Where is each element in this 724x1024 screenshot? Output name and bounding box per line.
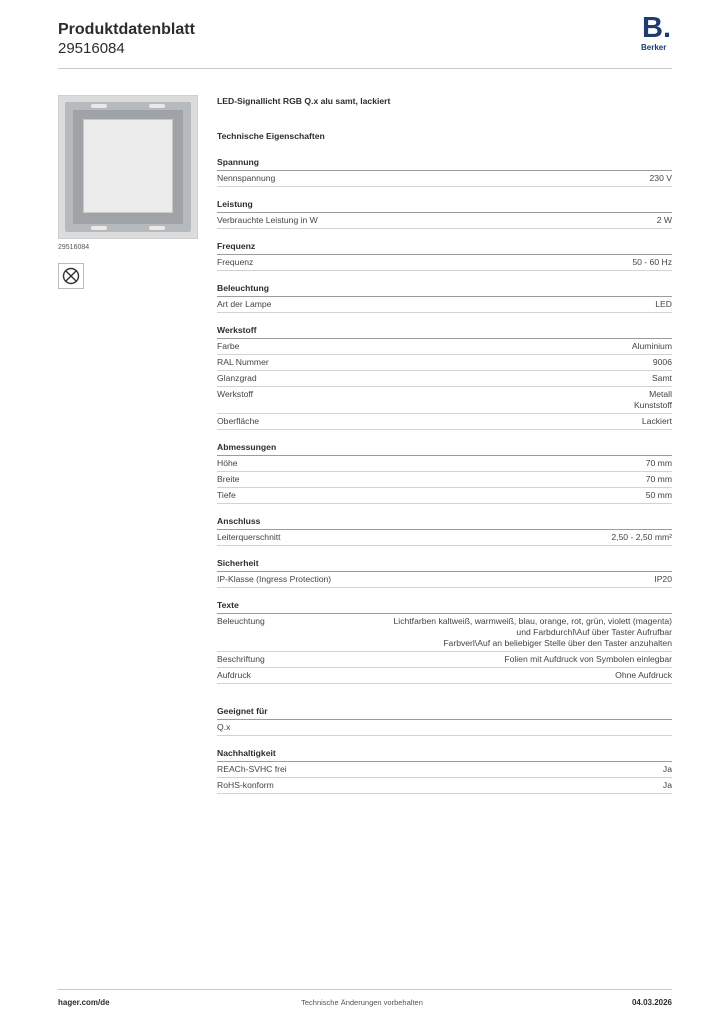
properties-heading: Technische Eigenschaften [217, 131, 325, 141]
property-value: 2 W [656, 215, 672, 225]
property-section [217, 748, 672, 794]
section-title: Sicherheit [217, 558, 672, 572]
property-value: 230 V [649, 173, 672, 183]
property-row [217, 171, 672, 187]
property-value: Ohne Aufdruck [615, 670, 672, 680]
property-value: LED [655, 299, 672, 309]
property-row [217, 456, 672, 472]
property-section [217, 157, 672, 187]
property-label: Aufdruck [217, 670, 251, 680]
property-section [217, 283, 672, 313]
property-row [217, 652, 672, 668]
property-section [217, 600, 672, 684]
property-value: Lichtfarben kaltweiß, warmweiß, blau, orange, rot, grün, violett (magenta) und Farbdurchl\Auf über Taster Aufrufbar Farbverl\Auf an beliebiger Stelle über den Taster anzuhalten [393, 616, 672, 648]
header-divider [58, 68, 672, 69]
property-section [217, 241, 672, 271]
section-title: Abmessungen [217, 442, 672, 456]
property-row [217, 762, 672, 778]
footer-divider [58, 989, 672, 990]
property-row [217, 720, 672, 736]
frame-tab [149, 104, 165, 108]
logo-name: Berker [641, 43, 667, 52]
property-row [217, 488, 672, 504]
property-row [217, 778, 672, 794]
frame-tab [91, 226, 107, 230]
property-row [217, 297, 672, 313]
property-label: Farbe [217, 341, 240, 351]
property-value: Folien mit Aufdruck von Symbolen einlegbar [504, 654, 672, 664]
property-value: Lackiert [641, 416, 672, 426]
property-section [217, 325, 672, 430]
property-label: Beleuchtung [217, 616, 265, 626]
property-value: 2,50 - 2,50 mm² [611, 532, 672, 542]
property-label: Q.x [217, 722, 231, 732]
property-label: Art der Lampe [217, 299, 272, 309]
property-label: RoHS-konform [217, 780, 274, 790]
section-title: Leistung [217, 199, 672, 213]
image-caption: 29516084 [58, 244, 90, 251]
section-title: Beleuchtung [217, 283, 672, 297]
property-section [217, 442, 672, 504]
property-label: Oberfläche [217, 416, 260, 426]
property-row [217, 371, 672, 387]
property-label: RAL Nummer [217, 357, 269, 367]
property-label: IP-Klasse (Ingress Protection) [217, 574, 332, 584]
property-section [217, 516, 672, 546]
property-value: 70 mm [645, 458, 672, 468]
frame-tab [91, 104, 107, 108]
property-section [217, 558, 672, 588]
datasheet-content [217, 96, 672, 794]
section-title: Frequenz [217, 241, 672, 255]
property-value: 50 mm [645, 490, 672, 500]
berker-logo [638, 12, 678, 55]
section-title: Texte [217, 600, 672, 614]
property-row [217, 668, 672, 684]
property-label: Glanzgrad [217, 373, 257, 383]
signal-light-lens [83, 119, 173, 213]
property-row [217, 472, 672, 488]
property-value: 70 mm [645, 474, 672, 484]
property-value: Ja [662, 780, 672, 790]
section-title: Spannung [217, 157, 672, 171]
property-label: Höhe [217, 458, 238, 468]
property-row [217, 339, 672, 355]
product-name: LED-Signallicht RGB Q.x alu samt, lackiert [217, 96, 391, 106]
property-row [217, 572, 672, 588]
property-label: Breite [217, 474, 240, 484]
property-value: 50 - 60 Hz [632, 257, 672, 267]
property-value: Aluminium [631, 341, 672, 351]
property-value: IP20 [654, 574, 672, 584]
property-label: Verbrauchte Leistung in W [217, 215, 318, 225]
logo-letter: B. [642, 12, 671, 44]
property-row [217, 530, 672, 546]
section-title: Werkstoff [217, 325, 672, 339]
property-label: Werkstoff [217, 389, 253, 399]
property-label: Frequenz [217, 257, 254, 267]
property-row [217, 614, 672, 652]
article-number: 29516084 [58, 40, 125, 57]
property-label: Beschriftung [217, 654, 265, 664]
footer-date: 04.03.2026 [631, 998, 672, 1007]
page-title: Produktdatenblatt [58, 21, 195, 38]
property-row [217, 213, 672, 229]
section-title: Nachhaltigkeit [217, 748, 672, 762]
lamp-symbol-icon [58, 263, 84, 289]
cover-frame [65, 102, 191, 232]
property-section [217, 706, 672, 736]
property-label: REACh-SVHC frei [217, 764, 287, 774]
property-label: Tiefe [217, 490, 236, 500]
property-value: Samt [651, 373, 672, 383]
property-sections [217, 157, 672, 794]
footer-disclaimer: Technische Änderungen vorbehalten [301, 998, 423, 1007]
property-row [217, 255, 672, 271]
section-title: Anschluss [217, 516, 672, 530]
frame-tab [149, 226, 165, 230]
property-row [217, 414, 672, 430]
section-title: Geeignet für [217, 706, 672, 720]
footer-website: hager.com/de [58, 998, 110, 1007]
property-section [217, 199, 672, 229]
property-label: Nennspannung [217, 173, 276, 183]
property-value: Ja [662, 764, 672, 774]
property-value: Metall Kunststoff [633, 389, 672, 410]
property-row [217, 387, 672, 414]
product-image [58, 95, 198, 239]
property-label: Leiterquerschnitt [217, 532, 281, 542]
property-value: 9006 [652, 357, 672, 367]
property-row [217, 355, 672, 371]
